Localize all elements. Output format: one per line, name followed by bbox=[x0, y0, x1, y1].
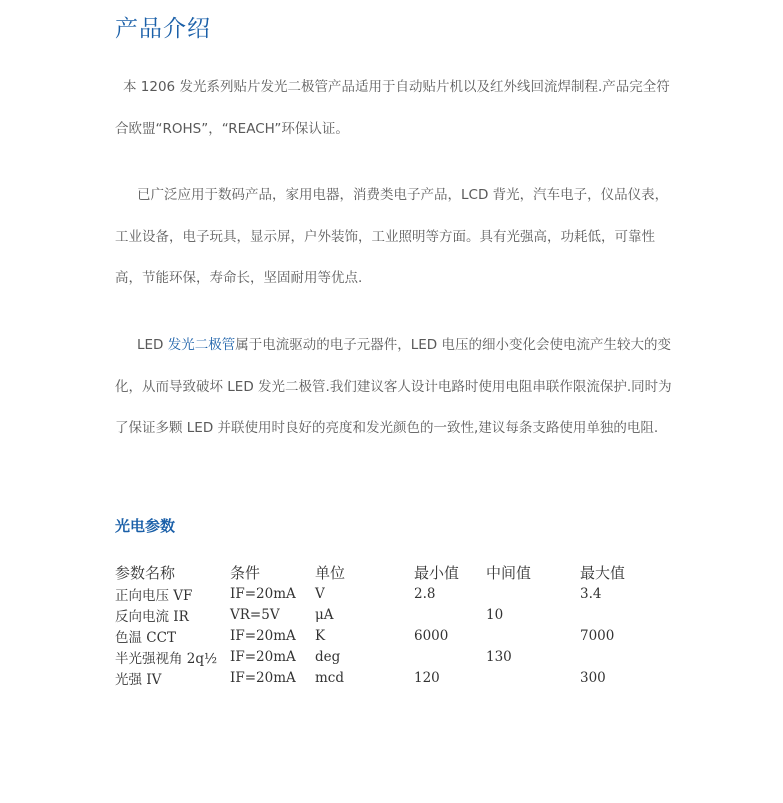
table-cell: 光强 IV bbox=[115, 671, 162, 688]
table-cell: 3.4 bbox=[580, 585, 602, 602]
page-title: 产品介绍 bbox=[115, 16, 211, 42]
application-text: 已广泛应用于数码产品，家用电器，消费类电子产品，LCD 背光，汽车电子，仪品仪表，工业设备，电子玩具，显示屏，户外装饰，工业照明等方面。具有光强高，功耗低，可靠性高，节能环保，寿命长，坚固耐用等优点. bbox=[115, 187, 669, 286]
column-header: 最大值 bbox=[580, 563, 626, 582]
table-cell: K bbox=[315, 627, 326, 644]
table-cell: 130 bbox=[486, 648, 512, 665]
table-cell bbox=[580, 646, 660, 667]
table-cell: 正向电压 VF bbox=[115, 587, 193, 604]
table-row bbox=[115, 604, 660, 625]
table-cell: 色温 CCT bbox=[115, 629, 176, 646]
usage-note-prefix: LED bbox=[137, 337, 168, 353]
table-row bbox=[115, 667, 660, 688]
usage-note-text: 属于电流驱动的电子元器件，LED 电压的细小变化会使电流产生较大的变化，从而导致破坏 LED 发光二极管.我们建议客人设计电路时使用电阻串联作限流保护.同时为了保证多颗 LED 并联使用时良好的亮度和发光颜色的一致性,建议每条支路使用单独的电阻. bbox=[115, 337, 672, 436]
table-cell: 300 bbox=[580, 669, 606, 686]
table-cell: 2.8 bbox=[414, 585, 436, 602]
table-row bbox=[115, 646, 660, 667]
column-header: 单位 bbox=[315, 563, 346, 582]
table-cell bbox=[414, 646, 486, 667]
parameter-table bbox=[115, 561, 660, 688]
table-cell: 120 bbox=[414, 669, 440, 686]
table-cell: mcd bbox=[315, 669, 345, 686]
usage-note-paragraph bbox=[115, 325, 675, 450]
column-header: 中间值 bbox=[486, 563, 532, 582]
table-cell bbox=[580, 604, 660, 625]
application-paragraph bbox=[115, 175, 675, 300]
column-header: 参数名称 bbox=[115, 563, 176, 582]
table-cell: IF=20mA bbox=[230, 585, 296, 602]
table-cell: 6000 bbox=[414, 627, 449, 644]
table-row bbox=[115, 583, 660, 604]
table-cell bbox=[414, 604, 486, 625]
table-cell: V bbox=[315, 585, 325, 602]
table-cell bbox=[486, 667, 580, 688]
table-cell: 10 bbox=[486, 606, 504, 623]
table-header-row bbox=[115, 561, 660, 583]
section-title: 光电参数 bbox=[115, 517, 176, 535]
table-cell: 7000 bbox=[580, 627, 615, 644]
intro-text: 本 1206 发光系列贴片发光二极管产品适用于自动贴片机以及红外线回流焊制程.产品完全符合欧盟“ROHS”，“REACH”环保认证。 bbox=[115, 79, 670, 137]
intro-paragraph bbox=[115, 67, 675, 150]
table-cell: deg bbox=[315, 648, 341, 665]
table-cell: IF=20mA bbox=[230, 669, 296, 686]
table-cell: 半光强视角 2q½ bbox=[115, 650, 218, 667]
table-cell: 反向电流 IR bbox=[115, 608, 189, 625]
table-cell: μA bbox=[315, 606, 334, 623]
table-cell bbox=[486, 583, 580, 604]
column-header: 最小值 bbox=[414, 563, 460, 582]
column-header: 条件 bbox=[230, 563, 261, 582]
table-cell bbox=[486, 625, 580, 646]
table-cell: VR=5V bbox=[230, 606, 280, 623]
table-cell: IF=20mA bbox=[230, 627, 296, 644]
table-row bbox=[115, 625, 660, 646]
led-diode-link[interactable]: 发光二极管 bbox=[167, 337, 236, 353]
table-cell: IF=20mA bbox=[230, 648, 296, 665]
